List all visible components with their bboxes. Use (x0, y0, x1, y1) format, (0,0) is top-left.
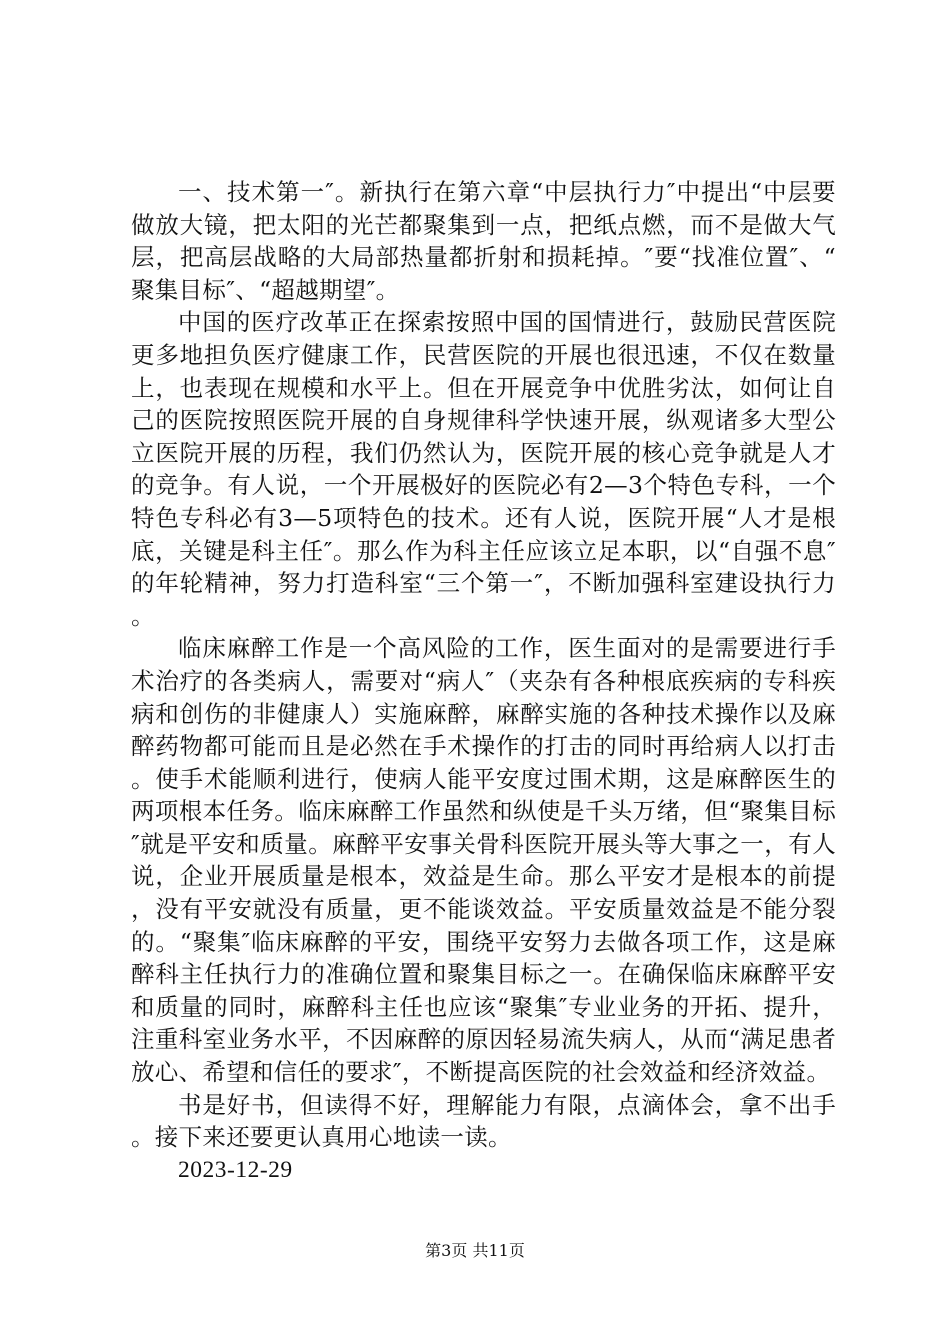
paragraph-1: 一、技术第一″。新执行在第六章“中层执行力″中提出“中层要做放大镜，把太阳的光芒都聚集到一点，把纸点燃，而不是做大气层，把高层战略的大局部热量都折射和损耗掉。″要“找准位置″、“聚集目标″、“超越期望″。 (131, 178, 836, 304)
paragraph-3: 临床麻醉工作是一个高风险的工作，医生面对的是需要进行手术治疗的各类病人，需要对“病人″（夹杂有各种根底疾病的专科疾病和创伤的非健康人）实施麻醉，麻醉实施的各种技术操作以及麻醉药物都可能而且是必然在手术操作的打击的同时再给病人以打击。使手术能顺利进行，使病人能平安度过围术期，这是麻醉医生的两项根本任务。临床麻醉工作虽然和纵使是千头万绪，但“聚集目标″就是平安和质量。麻醉平安事关骨科医院开展头等大事之一，有人说，企业开展质量是根本，效益是生命。那么平安才是根本的前提，没有平安就没有质量，更不能谈效益。平安质量效益是不能分裂的。“聚集″临床麻醉的平安，围绕平安努力去做各项工作，这是麻醉科主任执行力的准确位置和聚集目标之一。在确保临床麻醉平安和质量的同时，麻醉科主任也应该“聚集″专业业务的开拓、提升，注重科室业务水平，不因麻醉的原因轻易流失病人，从而“满足患者放心、希望和信任的要求″，不断提高医院的社会效益和经济效益。 (131, 634, 836, 1087)
paragraph-4: 书是好书，但读得不好，理解能力有限，点滴体会，拿不出手。接下来还要更认真用心地读一读。 (131, 1090, 836, 1152)
document-body (131, 176, 836, 1186)
page-number: 第3页 (425, 1241, 468, 1260)
page-footer (0, 1241, 950, 1261)
paragraph-2: 中国的医疗改革正在探索按照中国的国情进行，鼓励民营医院更多地担负医疗健康工作，民营医院的开展也很迅速，不仅在数量上，也表现在规模和水平上。但在开展竞争中优胜劣汰，如何让自己的医院按照医院开展的自身规律科学快速开展，纵观诸多大型公立医院开展的历程，我们仍然认为，医院开展的核心竞争就是人才的竞争。有人说，一个开展极好的医院必有2—3个特色专科，一个特色专科必有3—5项特色的技术。还有人说，医院开展“人才是根底，关键是科主任″。那么作为科主任应该立足本职，以“自强不息″的年轮精神，努力打造科室“三个第一″，不断加强科室建设执行力。 (131, 308, 836, 630)
document-date: 2023-12-29 (178, 1156, 293, 1183)
page-total: 共11页 (472, 1241, 525, 1260)
